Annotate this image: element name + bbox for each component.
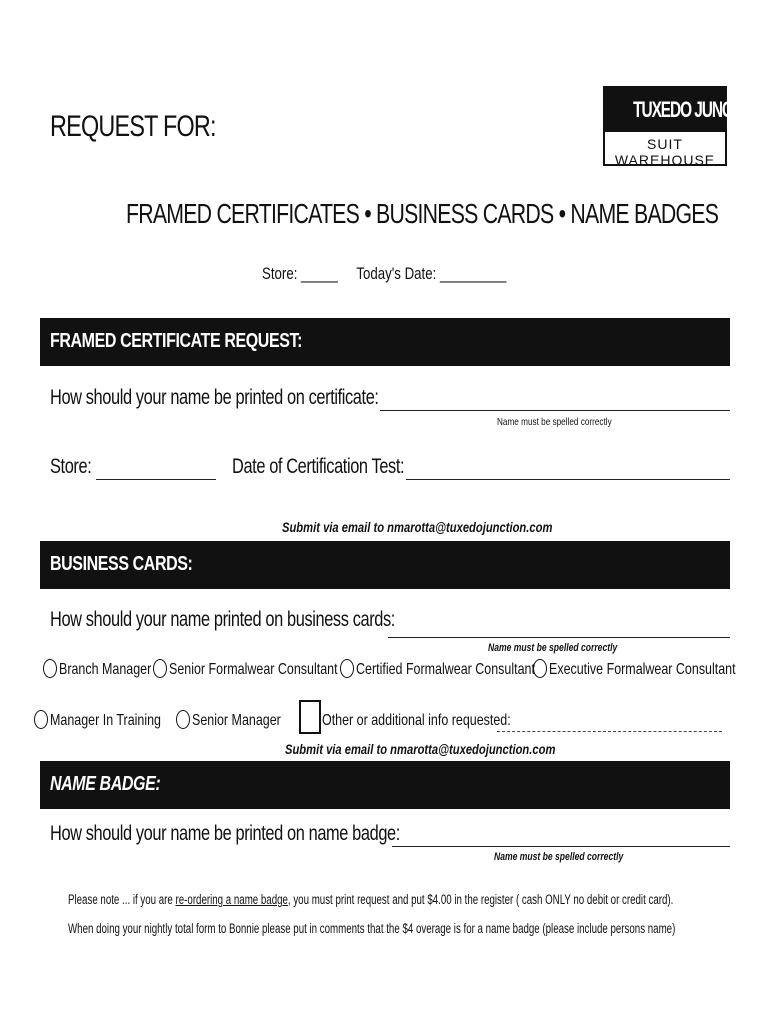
- name-badge-name-label: How should your name be printed on name badge:: [50, 822, 400, 845]
- option-certified-formalwear-consultant: Certified Formalwear Consultant: [356, 661, 535, 678]
- certification-test-date-field[interactable]: [406, 479, 730, 480]
- business-cards-submit-note: Submit via email to nmarotta@tuxedojunction.com: [285, 741, 556, 757]
- logo-subtext: SUIT WAREHOUSE: [614, 136, 716, 168]
- radio-senior-manager[interactable]: [176, 710, 190, 729]
- radio-executive-formalwear-consultant[interactable]: [533, 659, 547, 678]
- certificate-store-field[interactable]: [96, 479, 216, 480]
- name-badge-name-field[interactable]: [392, 846, 730, 847]
- option-branch-manager: Branch Manager: [59, 661, 152, 678]
- radio-certified-formalwear-consultant[interactable]: [340, 659, 354, 678]
- radio-manager-in-training[interactable]: [34, 710, 48, 729]
- store-blank[interactable]: Store: _____: [262, 264, 338, 283]
- business-cards-name-field[interactable]: [388, 637, 730, 638]
- certificate-section-header: FRAMED CERTIFICATE REQUEST:: [40, 318, 730, 366]
- business-cards-section-header: BUSINESS CARDS:: [40, 541, 730, 589]
- certificate-store-label: Store:: [50, 455, 92, 478]
- tuxedo-junction-logo: [603, 86, 765, 168]
- products-heading: FRAMED CERTIFICATES • BUSINESS CARDS • NAME BADGES: [126, 198, 719, 229]
- store-date-line: [262, 264, 575, 284]
- option-manager-in-training: Manager In Training: [50, 712, 162, 729]
- certification-test-date-label: Date of Certification Test:: [232, 455, 405, 478]
- footer-note-line-1: Please note ... if you are re-ordering a name badge, you must print request and put $4.00 in the register ( cash ONLY no debit or credit card).: [68, 892, 674, 907]
- other-info-field[interactable]: [497, 731, 722, 732]
- other-info-checkbox[interactable]: [299, 700, 321, 734]
- certificate-submit-note: Submit via email to nmarotta@tuxedojunction.com: [282, 519, 553, 535]
- certificate-name-note: Name must be spelled correctly: [497, 416, 612, 428]
- name-badge-name-note: Name must be spelled correctly: [494, 851, 624, 863]
- today-date-blank[interactable]: Today's Date: _________: [356, 264, 507, 283]
- option-senior-manager: Senior Manager: [192, 712, 281, 729]
- other-info-label: Other or additional info requested:: [322, 712, 511, 729]
- certificate-name-label: How should your name be printed on certificate:: [50, 386, 379, 409]
- business-cards-name-note: Name must be spelled correctly: [488, 642, 618, 654]
- radio-branch-manager[interactable]: [43, 659, 57, 678]
- business-cards-name-label: How should your name printed on business cards:: [50, 608, 395, 631]
- page-title: REQUEST FOR:: [50, 110, 216, 143]
- name-badge-section-header: NAME BADGE:: [40, 761, 730, 809]
- option-executive-formalwear-consultant: Executive Formalwear Consultant: [549, 661, 736, 678]
- option-senior-formalwear-consultant: Senior Formalwear Consultant: [169, 661, 338, 678]
- logo-brand-text: TUXEDO JUNCTION: [633, 97, 765, 122]
- certificate-name-field[interactable]: [380, 410, 730, 411]
- radio-senior-formalwear-consultant[interactable]: [153, 659, 167, 678]
- footer-note-line-2: When doing your nightly total form to Bonnie please put in comments that the $4 overage is for a name badge (please include persons name): [68, 921, 676, 936]
